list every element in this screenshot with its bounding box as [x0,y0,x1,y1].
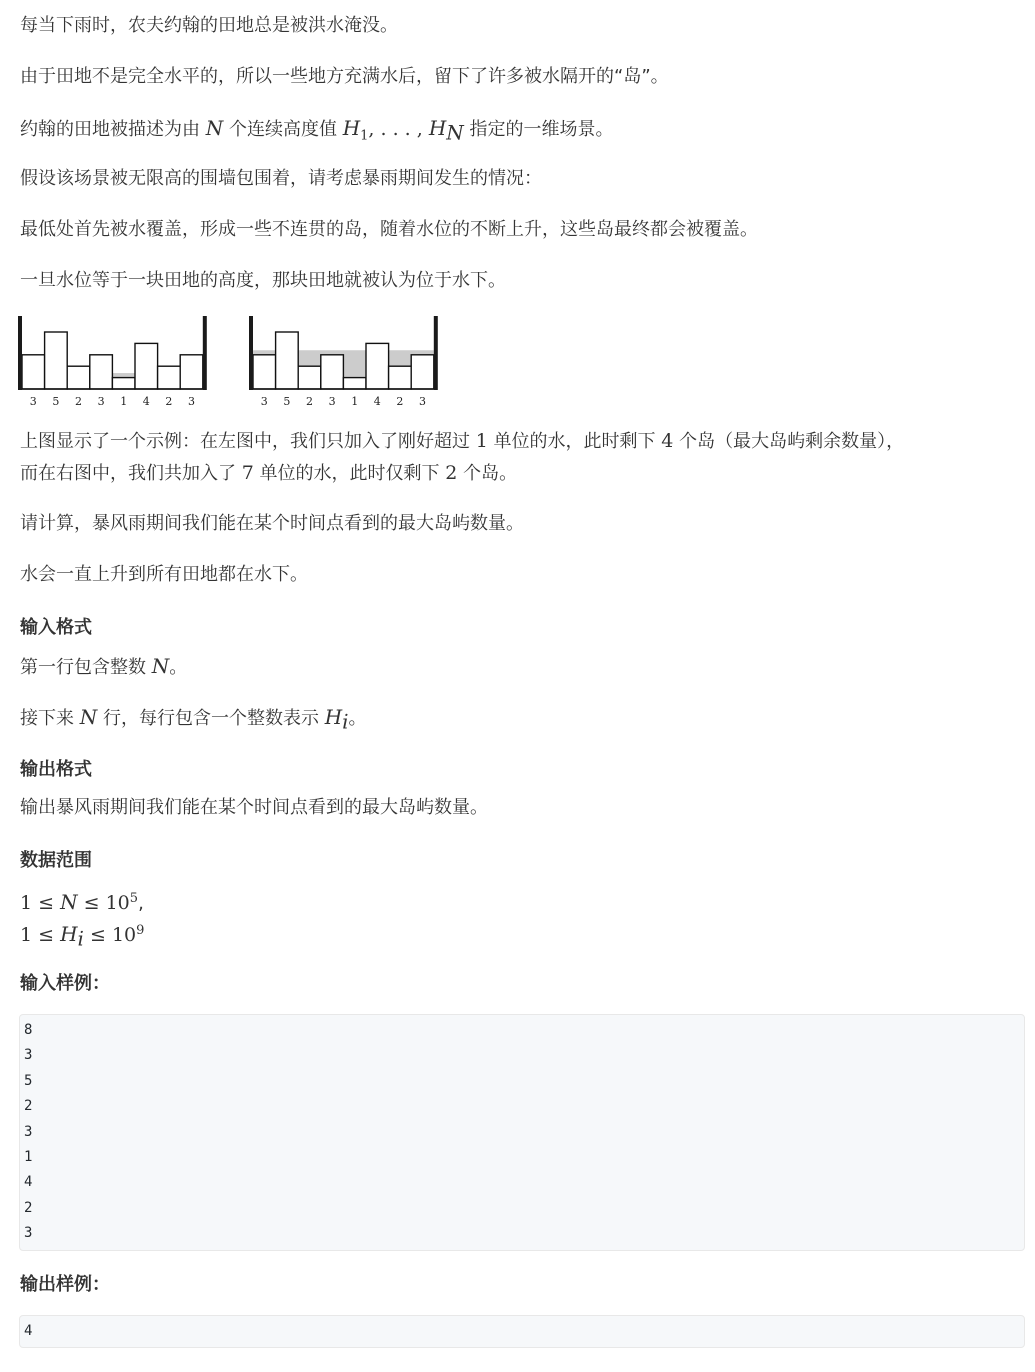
right-panel-bar-label: 4 [373,395,381,408]
sample-input-code [19,1014,1025,1251]
left-panel-bar-label: 3 [97,395,105,408]
task-paragraph-2: 水会一直上升到所有田地都在水下。 [20,564,308,585]
right-panel-bar-label: 5 [283,395,291,408]
left-panel-bar [67,366,90,389]
left-panel-bar [180,355,203,389]
sample-output-line: 4 [24,1323,33,1339]
explain-line-2: 而在右图中，我们共加入了 7 单位的水，此时仅剩下 2 个岛。 [20,462,518,484]
right-panel-bar [321,355,344,389]
var-hn: H [428,116,447,140]
island-figure [18,314,448,410]
left-panel-bar-label: 3 [188,395,195,408]
explain-line-1: 上图显示了一个示例：在左图中，我们只加入了刚好超过 1 单位的水，此时剩下 4 个岛（最大岛屿剩余数量）， [20,430,905,452]
right-panel-bar-label: 3 [328,395,336,408]
sample-input-line: 3 [24,1123,33,1140]
intro-paragraph-4: 假设该场景被无限高的围墙包围着，请考虑暴雨期间发生的情况： [20,168,542,189]
right-panel-bar-label: 2 [396,395,404,408]
sample-input-line: 8 [24,1022,33,1038]
range-heading: 数据范围 [20,850,92,871]
range-line-2: $1 \le H_i \le 10^9$ [20,922,145,951]
right-panel-bar [343,378,366,389]
left-panel-bar [22,355,45,389]
intro-paragraph-5: 最低处首先被水覆盖，形成一些不连贯的岛，随着水位的不断上升，这些岛最终都会被覆盖。 [20,219,758,240]
right-panel-bar [411,355,434,389]
sample-input-line: 3 [24,1225,33,1242]
input-format-heading: 输入格式 [20,617,92,638]
var-n: N [205,116,224,140]
sample-output-code [19,1315,1025,1348]
sample-input-line: 2 [24,1199,33,1216]
sample-input-line: 2 [24,1098,33,1115]
right-panel-bar-label: 3 [260,395,268,408]
input-format-line-2: 接下来 N 行，每行包含一个整数表示 $H_i$。 [20,705,367,734]
sample-input-heading: 输入样例： [20,973,110,994]
left-panel-bar-label: 3 [29,395,37,408]
left-panel-bar-label: 2 [75,395,82,408]
intro-paragraph-1: 每当下雨时，农夫约翰的田地总是被洪水淹没。 [20,15,398,36]
right-panel-bar [366,343,389,389]
intro-paragraph-2: 由于田地不是完全水平的，所以一些地方充满水后，留下了许多被水隔开的“岛”。 [20,66,669,87]
left-panel-bar [90,355,113,389]
left-panel-bar [158,366,181,389]
sample-input-line: 4 [24,1174,33,1191]
range-line-1: $1 \le N \le 10^5$, [20,890,144,914]
task-paragraph-1: 请计算，暴风雨期间我们能在某个时间点看到的最大岛屿数量。 [20,513,524,534]
output-format-heading: 输出格式 [20,759,92,780]
right-panel-right-wall [434,316,438,390]
left-panel-right-wall [203,316,207,390]
right-panel-bar-label: 2 [306,395,313,408]
left-panel-bar-label: 5 [52,395,60,408]
right-panel-bar [389,366,412,389]
right-panel-left-wall [249,316,253,390]
right-panel-bar [253,355,276,389]
left-panel-bar [135,343,158,389]
sample-input-line: 3 [24,1047,33,1064]
left-panel-bar-label: 4 [142,395,150,408]
right-panel-bar-label: 3 [419,395,426,408]
sample-input-line: 1 [24,1148,33,1165]
input-format-line-1: 第一行包含整数 N。 [20,654,188,678]
left-panel-bar [45,332,68,389]
left-panel-bar [112,378,135,389]
intro-paragraph-3: 约翰的田地被描述为由 N 个连续高度值 $H_1$, . . . , $H_N$ 指定的一维场景。 [20,116,614,145]
intro-paragraph-6: 一旦水位等于一块田地的高度，那块田地就被认为位于水下。 [20,270,506,291]
sample-input-line: 5 [24,1072,33,1089]
var-h1: H [342,116,361,140]
left-panel-left-wall [18,316,22,390]
sample-output-heading: 输出样例： [20,1274,110,1295]
right-panel-bar [298,366,321,389]
left-panel-bar-label: 1 [120,395,128,408]
right-panel-bar-label: 1 [351,395,359,408]
right-panel-bar [276,332,299,389]
left-panel-bar-label: 2 [165,395,173,408]
output-format-text: 输出暴风雨期间我们能在某个时间点看到的最大岛屿数量。 [20,797,488,818]
